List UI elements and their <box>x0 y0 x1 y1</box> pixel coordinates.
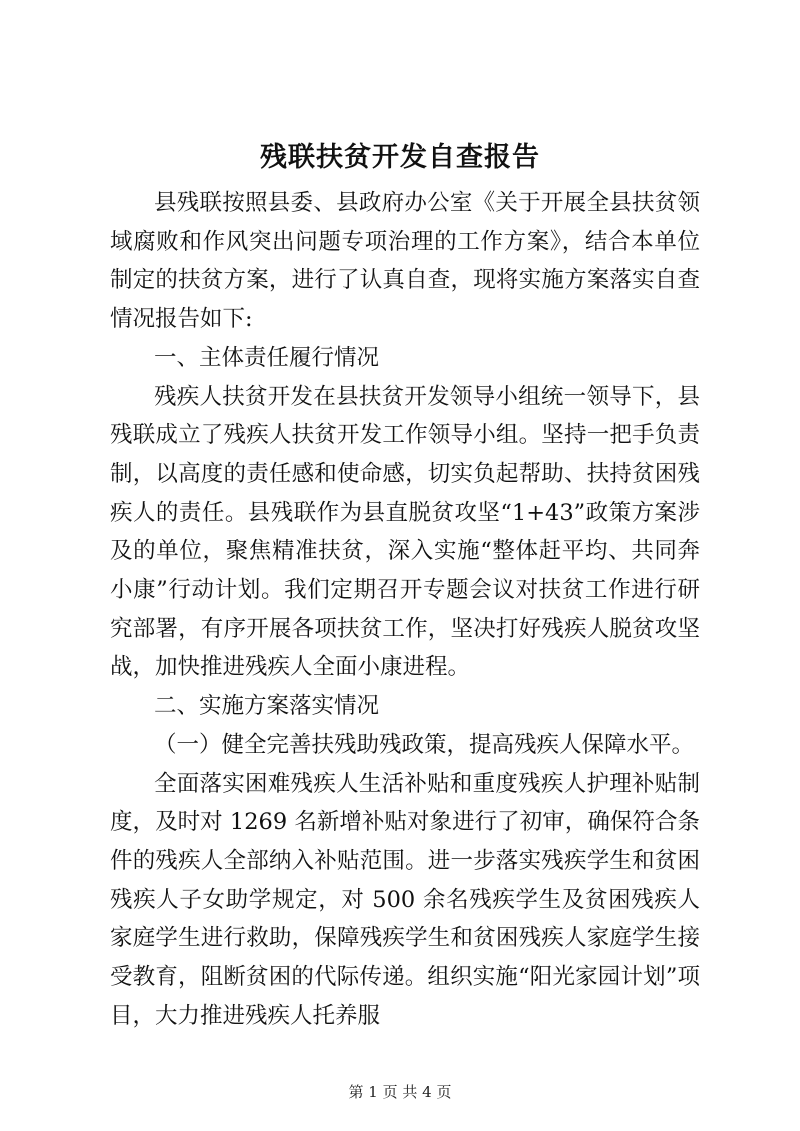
subsection-heading-1: （一）健全完善扶残助残政策，提高残疾人保障水平。 <box>154 731 695 758</box>
section-heading-2: 二、实施方案落实情况 <box>154 693 380 720</box>
document-body <box>110 184 700 1035</box>
document-title: 残联扶贫开发自查报告 <box>260 142 540 173</box>
subsection-1-paragraph: 全面落实困难残疾人生活补贴和重度残疾人护理补贴制度，及时对 1269 名新增补贴对象进行了初审，确保符合条件的残疾人全部纳入补贴范围。进一步落实残疾学生和贫困残疾人子女助学规定，对 500 余名残疾学生及贫困残疾人家庭学生进行救助，保障残疾学生和贫困残疾人家庭学生接受教育，阻断贫困的代际传递。组织实施“阳光家园计划”项目，大力推进残疾人托养服 <box>110 770 700 1029</box>
page-footer: 第 1 页 共 4 页 <box>348 1083 452 1101</box>
section-heading-1: 一、主体责任履行情况 <box>154 344 380 371</box>
section-1-paragraph: 残疾人扶贫开发在县扶贫开发领导小组统一领导下，县残联成立了残疾人扶贫开发工作领导小组。坚持一把手负责制，以高度的责任感和使命感，切实负起帮助、扶持贫困残疾人的责任。县残联作为县直脱贫攻坚“1+43”政策方案涉及的单位，聚焦精准扶贫，深入实施“整体赶平均、共同奔小康”行动计划。我们定期召开专题会议对扶贫工作进行研究部署，有序开展各项扶贫工作，坚决打好残疾人脱贫攻坚战，加快推进残疾人全面小康进程。 <box>110 383 700 681</box>
intro-paragraph: 县残联按照县委、县政府办公室《关于开展全县扶贫领域腐败和作风突出问题专项治理的工作方案》，结合本单位制定的扶贫方案，进行了认真自查，现将实施方案落实自查情况报告如下: <box>110 190 700 333</box>
